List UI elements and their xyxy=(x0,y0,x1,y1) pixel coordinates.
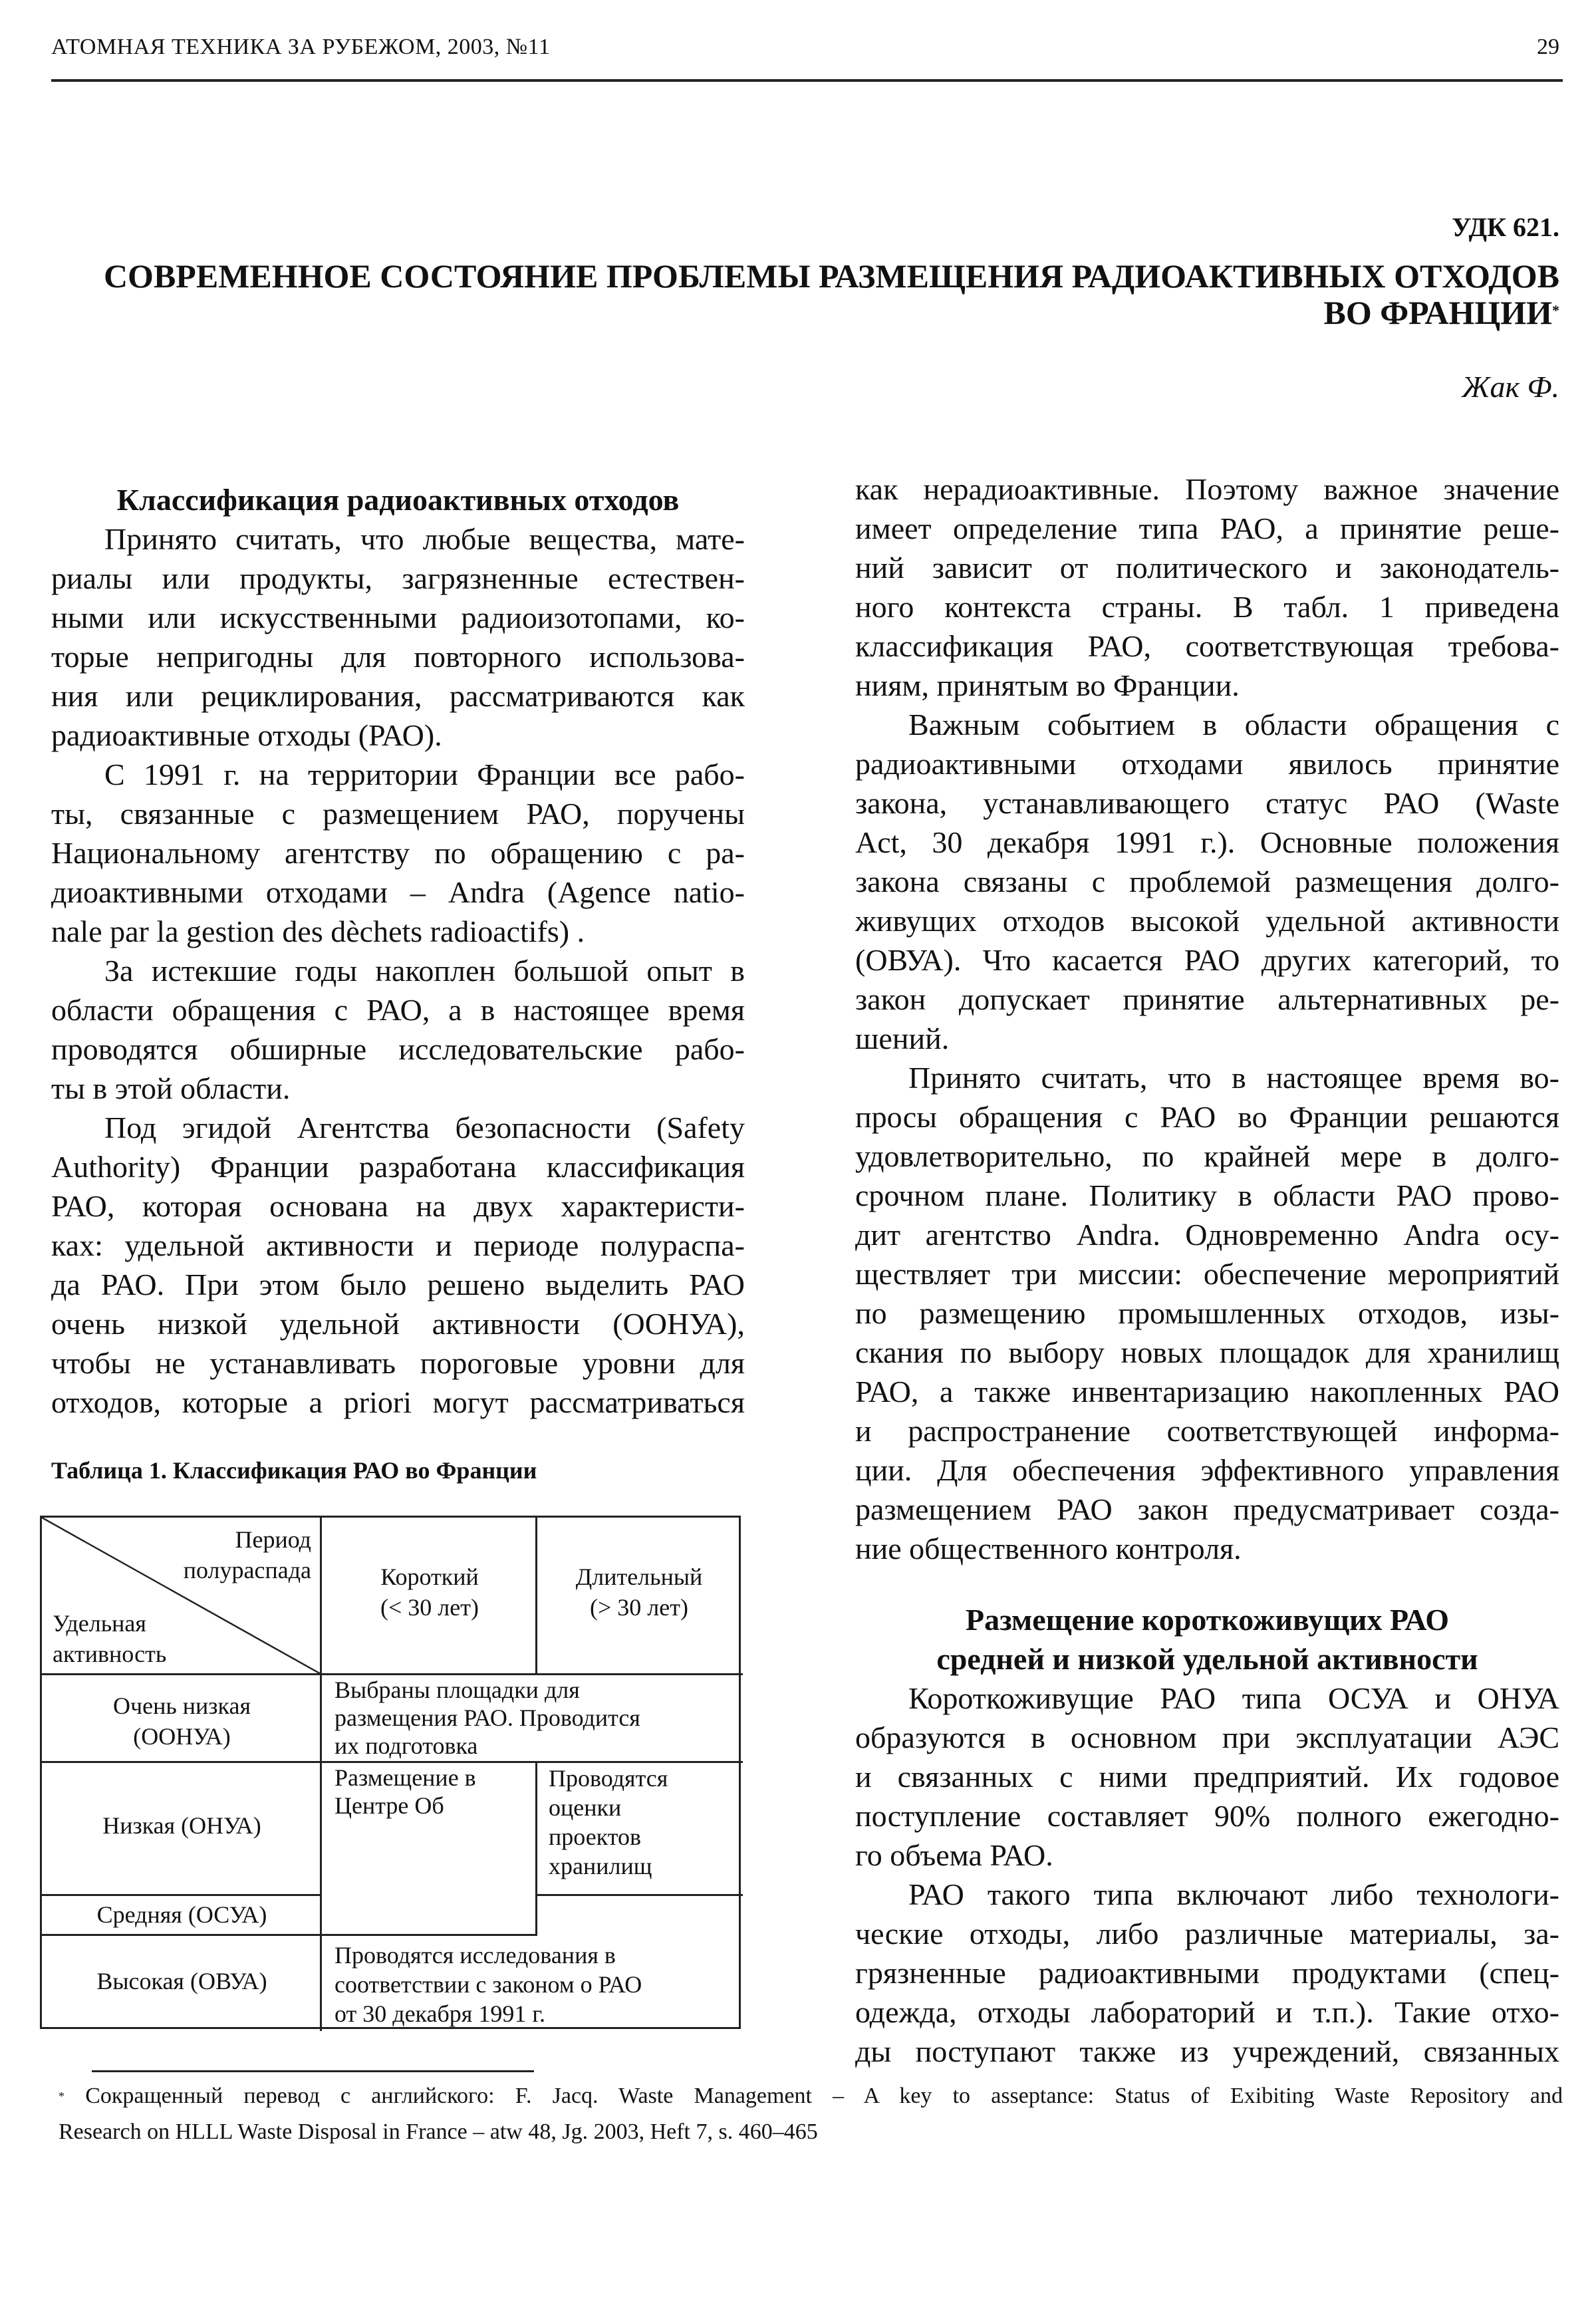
cell-line: соответствии с законом о РАО xyxy=(334,1971,642,1998)
text-line: скания по выбору новых площадок для хранилищ xyxy=(855,1335,1559,1369)
cell-line: хранилищ xyxy=(549,1853,652,1879)
text-line: имеет определение типа РАО, а принятие реше- xyxy=(855,511,1559,545)
text-line: ными или искусственными радиоизотопами, ко- xyxy=(51,601,745,634)
corner-top-line: полураспада xyxy=(183,1557,311,1583)
grid-line xyxy=(42,1934,537,1936)
text-line: торые непригодны для повторного использова- xyxy=(51,640,745,674)
corner-bottom-line: активность xyxy=(53,1641,167,1667)
text-line: классификация РАО, соответствующая требова- xyxy=(855,629,1559,663)
footnote-line-1-text: Сокращенный перевод с английского: F. Jacq. Waste Management – A key to asseptance: Status of Exibiting Waste Repository and xyxy=(85,2084,1563,2108)
text-line: ний зависит от политического и законодатель- xyxy=(855,551,1559,585)
grid-line xyxy=(42,1894,322,1896)
corner-bottom-label xyxy=(53,1608,252,1669)
header-short-lived xyxy=(322,1562,537,1623)
text-line: проводятся обширные исследовательские рабо- xyxy=(51,1032,745,1066)
cell-line: проектов xyxy=(549,1824,641,1850)
footnote-line-2: Research on HLLL Waste Disposal in France – atw 48, Jg. 2003, Heft 7, s. 460–465 xyxy=(59,2119,818,2144)
text-line: закон допускает принятие альтернативных ре- xyxy=(855,982,1559,1016)
cell-line: размещения РАО. Проводится xyxy=(334,1704,640,1731)
text-line: радиоактивными отходами явилось принятие xyxy=(855,747,1559,781)
text-line: живущих отходов высокой удельной активности xyxy=(855,904,1559,938)
title-line-2 xyxy=(30,295,1559,331)
text-line: области обращения с РАО, а в настоящее время xyxy=(51,993,745,1027)
text-line: дит агентство Andra. Одновременно Andra осу- xyxy=(855,1218,1559,1252)
cell-low-short xyxy=(334,1764,534,1820)
text-line: риалы или продукты, загрязненные естествен- xyxy=(51,561,745,595)
page-number: 29 xyxy=(1537,35,1559,59)
text-line: (ОВУА). Что касается РАО других категорий, то xyxy=(855,943,1559,977)
footnote xyxy=(59,2078,1563,2150)
text-line: удовлетворительно, по крайней мере в долго- xyxy=(855,1139,1559,1173)
row-label-low: Низкая (ОНУА) xyxy=(102,1812,261,1839)
row-label-very-low xyxy=(42,1691,322,1752)
grid-line xyxy=(535,1894,743,1896)
text-line: ты, связанные с размещением РАО, поручены xyxy=(51,797,745,831)
text-line: чтобы не устанавливать пороговые уровни для xyxy=(51,1346,745,1380)
grid-line xyxy=(535,1518,537,1675)
text-line: закона связаны с проблемой размещения долго- xyxy=(855,865,1559,898)
cell-high-merged xyxy=(334,1941,733,2028)
text-line: РАО такого типа включают либо технологи- xyxy=(908,1877,1559,1911)
text-line: и связанных с ними предприятий. Их годовое xyxy=(855,1760,1559,1794)
text-line: отходов, которые a priori могут рассматриваться xyxy=(51,1385,745,1419)
text-line: радиоактивные отходы (РАО). xyxy=(51,718,442,752)
footnote-rule xyxy=(92,2070,534,2072)
cell-low-long xyxy=(549,1764,741,1881)
text-line: образуются в основном при эксплуатации АЭС xyxy=(855,1720,1559,1754)
text-line: Короткоживущие РАО типа ОСУА и ОНУА xyxy=(908,1681,1559,1715)
header-short-line: Короткий xyxy=(380,1563,479,1590)
text-line: Принято считать, что в настоящее время во- xyxy=(908,1061,1559,1095)
header-rule xyxy=(51,79,1563,82)
grid-line xyxy=(535,1761,537,1935)
udc-code: УДК 621. xyxy=(1452,212,1559,242)
cell-line: оценки xyxy=(549,1794,622,1821)
text-line: ды поступают также из учреждений, связанных xyxy=(855,2034,1559,2068)
text-line: и распространение соответствующей информа- xyxy=(855,1414,1559,1448)
text-line: диоактивными отходами – Andra (Agence natio- xyxy=(51,875,745,909)
grid-line xyxy=(42,1673,743,1675)
author: Жак Ф. xyxy=(1462,370,1559,404)
header-long-line: Длительный xyxy=(575,1563,703,1590)
text-line: одежда, отходы лабораторий и т.п.). Такие отхо- xyxy=(855,1995,1559,2029)
text-line: ниям, принятым во Франции. xyxy=(855,668,1240,702)
row-label-line: Очень низкая xyxy=(113,1693,251,1719)
text-line: шений. xyxy=(855,1021,950,1055)
grid-line xyxy=(42,1761,743,1763)
text-line: ния или рециклирования, рассматриваются как xyxy=(51,679,745,713)
text-line: срочном плане. Политику в области РАО прово- xyxy=(855,1178,1559,1212)
text-line: РАО, а также инвентаризацию накопленных РАО xyxy=(855,1375,1559,1409)
text-line: размещением РАО закон предусматривает созда- xyxy=(855,1492,1559,1526)
cell-line: Размещение в xyxy=(334,1764,476,1791)
text-line: поступление составляет 90% полного ежегодно- xyxy=(855,1799,1559,1833)
text-line: ты в этой области. xyxy=(51,1071,291,1105)
text-line: ного контекста страны. В табл. 1 приведена xyxy=(855,590,1559,624)
classification-table xyxy=(40,1516,741,2029)
text-line: Act, 30 декабря 1991 г.). Основные положения xyxy=(855,825,1559,859)
title-line-1: СОВРЕМЕННОЕ СОСТОЯНИЕ ПРОБЛЕМЫ РАЗМЕЩЕНИЯ РАДИОАКТИВНЫХ ОТХОДОВ xyxy=(103,257,1559,295)
row-label-medium: Средняя (ОСУА) xyxy=(96,1901,267,1928)
text-line: просы обращения с РАО во Франции решаются xyxy=(855,1100,1559,1134)
section-gap xyxy=(855,1568,1559,1600)
text-line: закона, устанавливающего статус РАО (Waste xyxy=(855,786,1559,820)
text-line: Принято считать, что любые вещества, мате- xyxy=(104,522,745,556)
text-line: Authority) Франции разработана классификация xyxy=(51,1150,745,1184)
right-column xyxy=(855,470,1559,2071)
text-line: ществляет три миссии: обеспечение мероприятий xyxy=(855,1257,1559,1291)
footnote-marker: * xyxy=(59,2090,65,2103)
cell-line: Центре Об xyxy=(334,1792,444,1819)
cell-line: Выбраны площадки для xyxy=(334,1677,580,1703)
text-line: да РАО. При этом было решено выделить РАО xyxy=(51,1268,745,1301)
cell-line: Проводятся исследования в xyxy=(334,1942,616,1969)
text-line: по размещению промышленных отходов, изы- xyxy=(855,1296,1559,1330)
article-title xyxy=(30,258,1559,331)
cell-line: Проводятся xyxy=(549,1765,668,1792)
text-line: Под эгидой Агентства безопасности (Safety xyxy=(104,1111,745,1145)
text-line: РАО, которая основана на двух характеристи- xyxy=(51,1189,745,1223)
section-heading-classification: Классификация радиоактивных отходов xyxy=(116,483,680,517)
footnote-line-1 xyxy=(59,2078,1563,2114)
section-heading-short-lived-line1: Размещение короткоживущих РАО xyxy=(966,1603,1449,1637)
corner-bottom-line: Удельная xyxy=(53,1610,146,1637)
header-short-line: (< 30 лет) xyxy=(380,1594,479,1621)
text-line: ние общественного контроля. xyxy=(855,1532,1242,1565)
title-line-2-text: ВО ФРАНЦИИ xyxy=(1323,294,1552,331)
text-line: грязненные радиоактивными продуктами (спец- xyxy=(855,1956,1559,1990)
left-column xyxy=(51,480,745,1422)
text-line: го объема РАО. xyxy=(855,1838,1053,1872)
text-line: ческие отходы, либо различные материалы, за- xyxy=(855,1917,1559,1951)
cell-very-low-merged xyxy=(334,1676,733,1760)
row-label-high: Высокая (ОВУА) xyxy=(96,1968,267,1994)
corner-top-label xyxy=(42,1524,311,1585)
running-head: АТОМНАЯ ТЕХНИКА ЗА РУБЕЖОМ, 2003, №11 xyxy=(51,35,551,59)
cell-line: от 30 декабря 1991 г. xyxy=(334,2000,546,2027)
grid-line xyxy=(320,1518,322,2031)
text-line: За истекшие годы накоплен большой опыт в xyxy=(104,954,745,988)
text-line: как нерадиоактивные. Поэтому важное значение xyxy=(855,472,1559,506)
row-label-line: (ООНУА) xyxy=(133,1723,231,1750)
text-line: ках: удельной активности и периоде полураспа- xyxy=(51,1228,745,1262)
table-caption: Таблица 1. Классификация РАО во Франции xyxy=(51,1457,537,1484)
cell-line: их подготовка xyxy=(334,1732,478,1759)
header-long-lived xyxy=(537,1562,741,1623)
header-long-line: (> 30 лет) xyxy=(590,1594,688,1621)
footnote-marker[interactable]: * xyxy=(1552,302,1559,319)
text-line: Национальному агентству по обращению с ра- xyxy=(51,836,745,870)
section-heading-short-lived-line2: средней и низкой удельной активности xyxy=(936,1642,1478,1676)
text-line: очень низкой удельной активности (ООНУА), xyxy=(51,1307,745,1341)
corner-top-line: Период xyxy=(235,1526,311,1553)
text-line: ции. Для обеспечения эффективного управления xyxy=(855,1453,1559,1487)
text-line: Важным событием в области обращения с xyxy=(908,708,1559,742)
text-line: nale par la gestion des dèchets radioactifs) . xyxy=(51,914,585,948)
text-line: С 1991 г. на территории Франции все рабо- xyxy=(104,757,745,791)
